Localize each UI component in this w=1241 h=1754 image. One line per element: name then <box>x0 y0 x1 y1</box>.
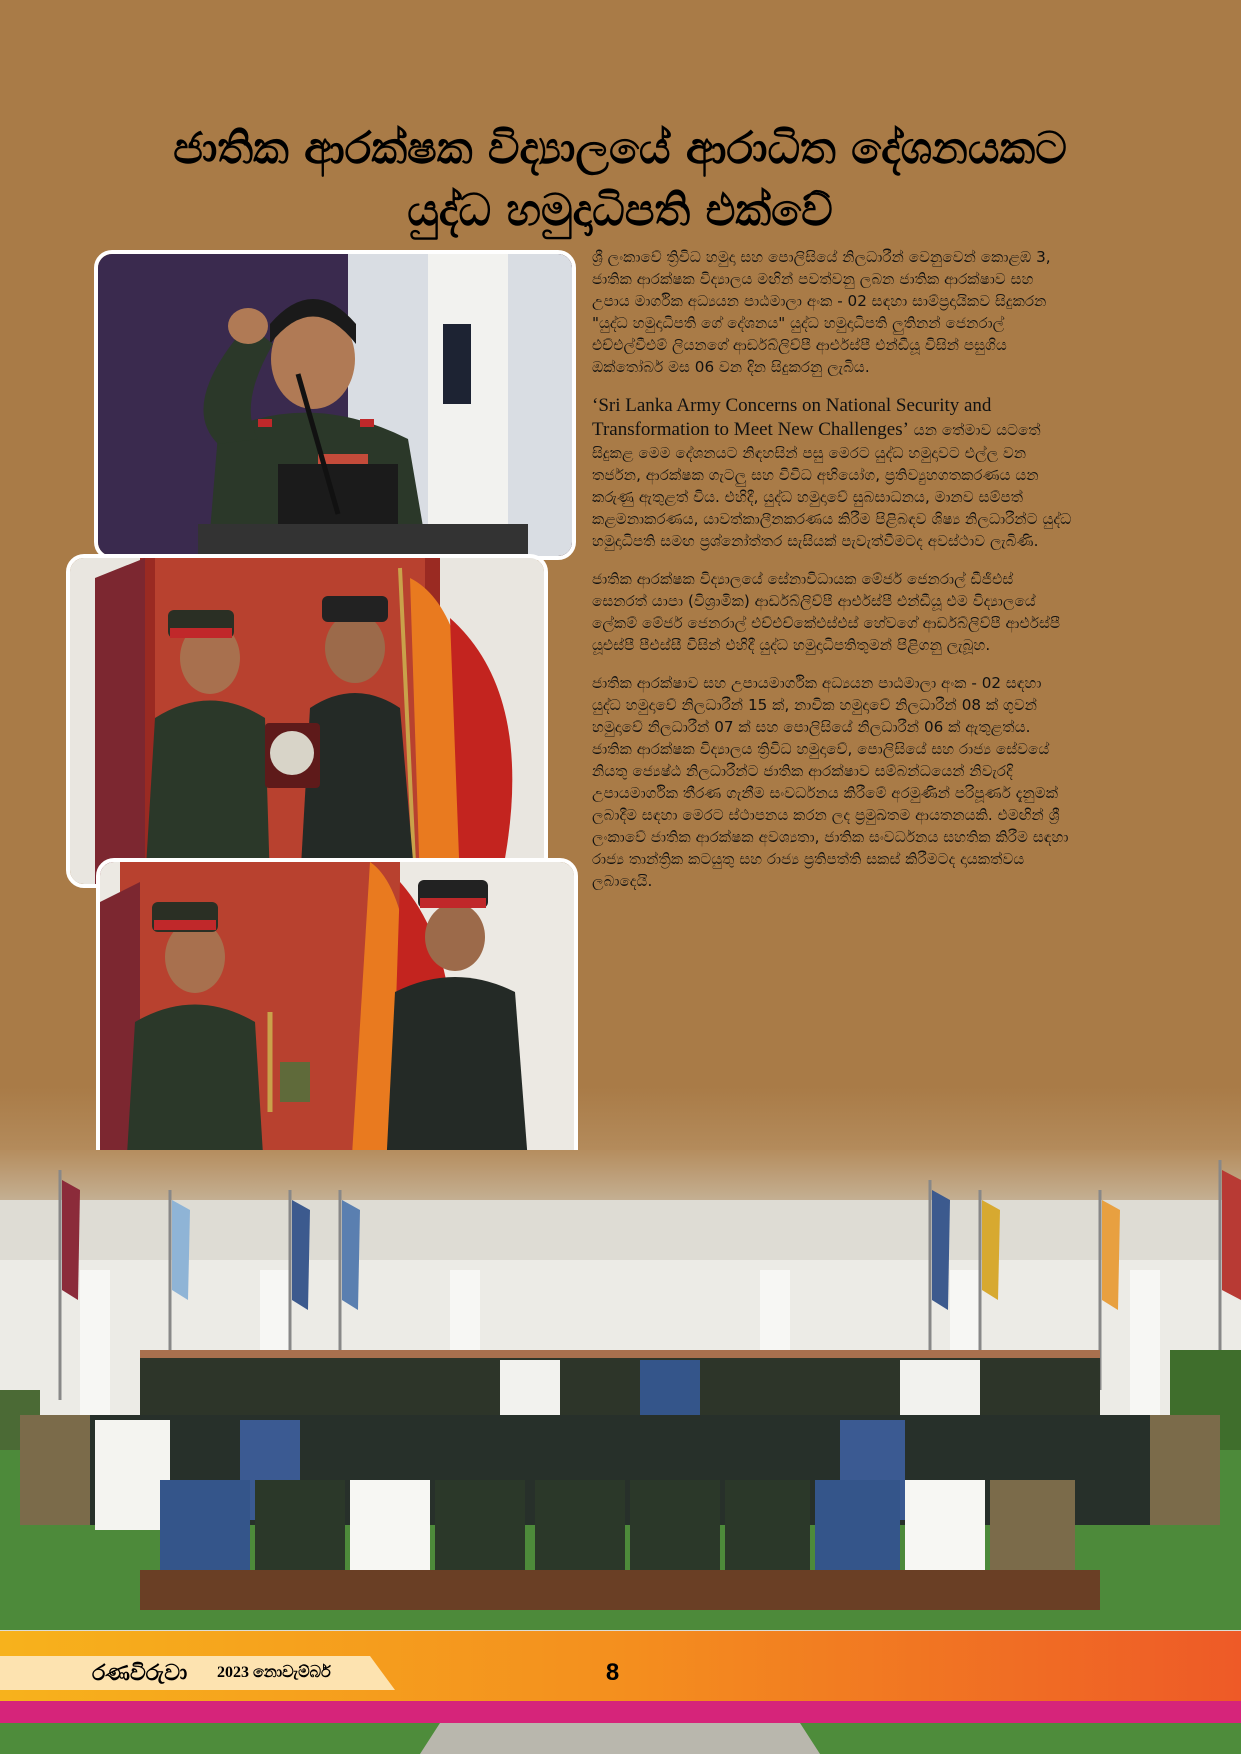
bottom-lawn-strip <box>0 1701 1241 1754</box>
headline-line-1: ජාතික ආරක්ෂක විද්‍යාලයේ ආරාධිත දේශනයකට <box>173 123 1067 174</box>
photo-memento-exchange <box>96 858 578 1192</box>
page-number: 8 <box>605 1659 620 1686</box>
issue-date: 2023 නොවැම්බර් <box>217 1664 331 1681</box>
article-paragraph-2-text: යන තේමාව යටතේ සිදුකළ මෙම දේශනයට නිඳහසින් පසු මෙරට යුද්ධ හමුදාවට එල්ල වන තර්ජන, ආරක්ෂක ගැටලු සහ විවිධ අභියෝග, ප්‍රතිව්‍යුහගතකරණය යන කරුණු ඇතුළත් විය. එහිදී, යුද්ධ හමුදාවේ සුබසාධනය, මානව සම්පත් කළමනාකරණය, යාවත්කාලීනකරණය කිරීම පිළිබඳව ශිෂ්‍ය නිලධාරීන්ට යුද්ධ හමුදාධිපති සමඟ ප්‍රශ්නෝත්තර සැසියක් පැවැත්වීමටද අවස්ථාව ලැබිණි. <box>592 421 1072 550</box>
headline-line-2: යුද්ධ හමුදාධිපති එක්වේ <box>407 185 833 236</box>
photo-commander-speaking <box>94 250 576 560</box>
article-paragraph-2 <box>592 394 1072 552</box>
photo-plaque-presentation-image <box>70 558 544 884</box>
photo-memento-exchange-image <box>100 862 574 1188</box>
article-body <box>592 246 1072 908</box>
footer-masthead-tab <box>0 1656 395 1690</box>
article-paragraph-3: ජාතික ආරක්ෂක විද්‍යාලයේ සේනාවිධායක මේජර් ජෙනරාල් ඩීජීඑස් සෙනරත් යාපා (විශ්‍රාමික) ආර්ඩබ්ලිව්පී ආර්එස්පී එන්ඩීයූ එම විද්‍යාලයේ ලේකම් මේජර් ජෙනරාල් එච්එච්කේඑස්එස් හේවගේ ආර්ඩබ්ලිව්පී ආර්එස්පී යූඑස්පී පීඑස්සී විසින් එහිදී යුද්ධ හමුදාධිපතිතුමන් පිළිගනු ලැබූහ. <box>592 570 1061 654</box>
masthead-logo: රණවිරුවා <box>92 1660 188 1686</box>
article-paragraph-4: ජාතික ආරක්ෂාව සහ උපායමාර්ගික අධ්‍යයන පාඨමාලා අංක - 02 සඳහා යුද්ධ හමුදාවේ නිලධාරීන් 15 ක්, නාවික හමුදාවේ නිලධාරීන් 08 ක් ගුවන් හමුදාවේ නිලධාරීන් 07 ක් සහ පොලිසියේ නිලධාරීන් 06 ක් ඇතුළත්ය. ජාතික ආරක්ෂක විද්‍යාලය ත්‍රිවිධ හමුදාවේ, පොලිසියේ සහ රාජ්‍ය සේවයේ නියතු ජ්‍යෙෂ්ඨ නිලධාරීන්ට ජාතික ආරක්ෂාව සම්බන්ධයෙන් නිවැරදි උපායමාර්ගික තීරණ ගැනීම සංවර්ධනය කිරීමේ අරමුණින් පරිපූර්ණ දැනුමක් ලබාදීම සඳහා මෙරට ස්ථාපනය කරන ලද ප්‍රමුඛතම ආයතනයකි. එමඟින් ශ්‍රී ලංකාවේ ජාතික ආරක්ෂක අවශ්‍යතා, ජාතික සංවර්ධනය සහතික කිරීම සඳහා රාජ්‍ය තාන්ත්‍රික කටයුතු සහ රාජ්‍ය ප්‍රතිපත්ති සකස් කිරීමටද දායකත්වය ලබාදෙයි. <box>592 674 1069 890</box>
lecture-theme-english: ‘Sri Lanka Army Concerns on National Security and Transformation to Meet New Challenges’ <box>592 395 992 440</box>
headline <box>60 118 1180 242</box>
article-paragraph-1: ශ්‍රී ලංකාවේ ත්‍රිවිධ හමුදා සහ පොලිසියේ නිලධාරීන් වෙනුවෙන් කොළඹ 3, ජාතික ආරක්ෂක විද්‍යාලය මඟින් පවත්වනු ලබන ජාතික ආරක්ෂාව සහ උපාය මාර්ගික අධ්‍යයන පාඨමාලා අංක - 02 සඳහා සාම්ප්‍රදායිකව සිදුකරන "යුද්ධ හමුදාධිපති ගේ දේශනය" යුද්ධ හමුදාධිපති ලුතිනන් ජෙනරාල් එච්එල්වීඑම් ලියනගේ ආර්ඩබ්ලිව්පී ආර්එස්පී එන්ඩීයූ විසින් පසුගිය ඔක්තෝබර් මස 06 වන දින සිදුකරනු ලැබිය. <box>592 248 1051 376</box>
group-front-row-seated <box>160 1480 1075 1580</box>
photo-plaque-presentation <box>66 554 548 888</box>
photo-commander-speaking-image <box>98 254 572 556</box>
group-photo <box>0 1150 1241 1630</box>
